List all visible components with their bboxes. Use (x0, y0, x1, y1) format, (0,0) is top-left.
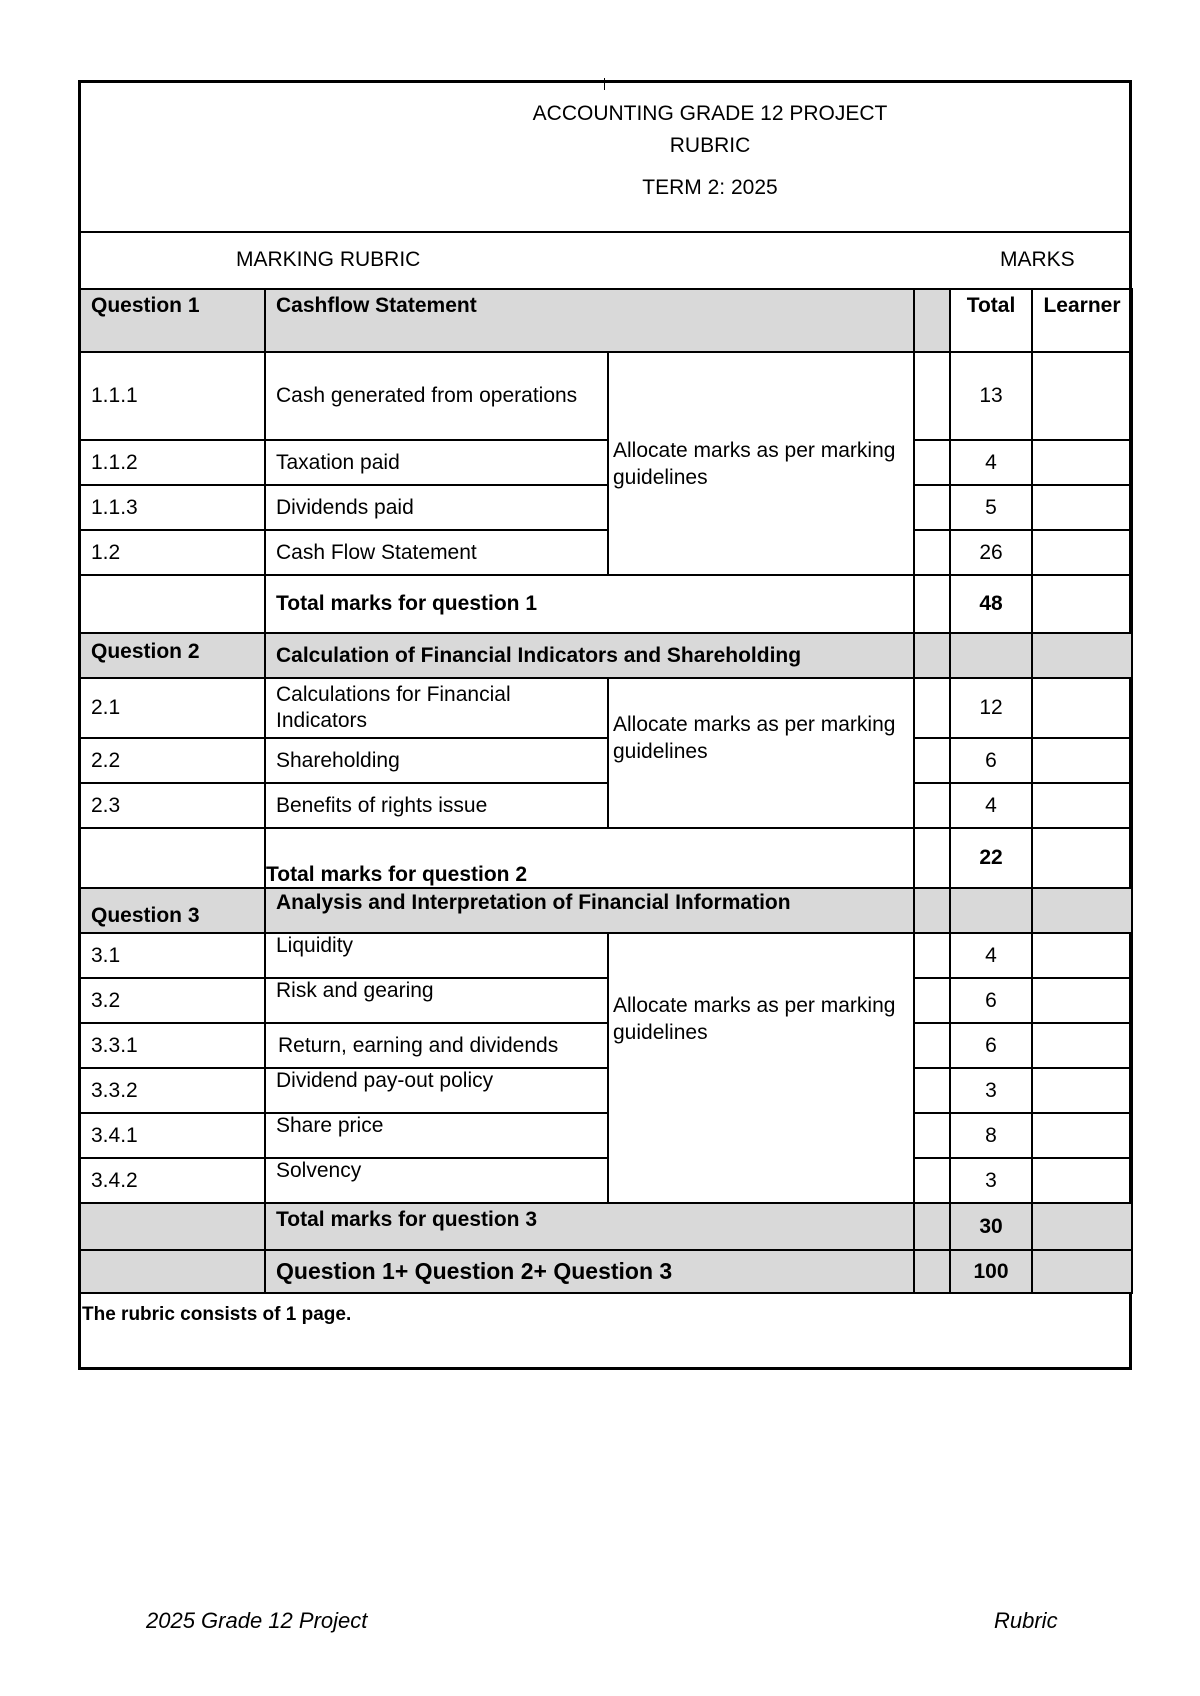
item-description: Liquidity (265, 933, 608, 978)
item-total: 13 (950, 352, 1032, 440)
item-number: 2.3 (80, 783, 265, 828)
item-number: 3.2 (80, 978, 265, 1023)
learner-mark-cell[interactable] (1032, 678, 1132, 738)
table-row (80, 530, 1132, 575)
footer-left: 2025 Grade 12 Project (146, 1608, 368, 1633)
item-description: Calculations for Financial Indicators (265, 678, 608, 738)
item-description: Solvency (265, 1158, 608, 1203)
table-row (80, 978, 1132, 1023)
header-divider (78, 231, 1132, 233)
spacer-cell (914, 1023, 950, 1068)
guideline-cell (608, 678, 914, 828)
question2-total-value: 22 (950, 828, 1032, 888)
guideline-text: Allocate marks as per marking guidelines (613, 713, 896, 763)
learner-mark-cell[interactable] (1032, 933, 1132, 978)
spacer-cell (914, 978, 950, 1023)
table-row (80, 933, 1132, 978)
item-total: 3 (950, 1068, 1032, 1113)
item-total: 6 (950, 978, 1032, 1023)
spacer-cell (914, 783, 950, 828)
spacer-cell (914, 738, 950, 783)
item-description: Taxation paid (265, 440, 608, 485)
question2-total-row (80, 828, 1132, 888)
learner-column-header: Learner (1032, 289, 1132, 352)
empty-cell (950, 633, 1032, 678)
learner-mark-cell[interactable] (1032, 783, 1132, 828)
rubric-note: The rubric consists of 1 page. (82, 1304, 352, 1325)
table-row (80, 1023, 1132, 1068)
question1-total-label: Total marks for question 1 (265, 575, 914, 633)
question2-header-row (80, 633, 1132, 678)
table-row (80, 738, 1132, 783)
item-description: Cash generated from operations (265, 352, 608, 440)
item-number: 3.1 (80, 933, 265, 978)
learner-mark-cell[interactable] (1032, 1113, 1132, 1158)
question3-total-row (80, 1203, 1132, 1250)
item-description: Shareholding (265, 738, 608, 783)
guideline-text: Allocate marks as per marking guidelines (613, 994, 896, 1044)
table-row (80, 678, 1132, 738)
item-number: 1.2 (80, 530, 265, 575)
spacer-cell (914, 678, 950, 738)
document-term: TERM 2: 2025 (642, 176, 778, 199)
item-number: 3.4.1 (80, 1113, 265, 1158)
spacer-cell (914, 575, 950, 633)
learner-mark-cell[interactable] (1032, 738, 1132, 783)
table-row (80, 783, 1132, 828)
table-row (80, 440, 1132, 485)
table-row (80, 1158, 1132, 1203)
question1-heading: Cashflow Statement (265, 289, 914, 352)
empty-cell (1032, 633, 1132, 678)
spacer-cell (914, 633, 950, 678)
guideline-cell (608, 933, 914, 1203)
grand-total-label: Question 1+ Question 2+ Question 3 (265, 1250, 914, 1293)
item-description: Dividend pay-out policy (265, 1068, 608, 1113)
empty-cell (80, 575, 265, 633)
item-description: Share price (265, 1113, 608, 1158)
item-total: 6 (950, 1023, 1032, 1068)
spacer-cell (914, 933, 950, 978)
table-row (80, 485, 1132, 530)
spacer-cell (914, 888, 950, 933)
table-row (80, 1113, 1132, 1158)
question1-total-row (80, 575, 1132, 633)
learner-mark-cell[interactable] (1032, 575, 1132, 633)
item-number: 3.4.2 (80, 1158, 265, 1203)
item-number: 2.1 (80, 678, 265, 738)
learner-mark-cell[interactable] (1032, 352, 1132, 440)
guideline-text: Allocate marks as per marking guidelines (613, 438, 896, 489)
table-row (80, 1068, 1132, 1113)
spacer-cell (914, 828, 950, 888)
question3-label: Question 3 (80, 888, 265, 933)
item-total: 6 (950, 738, 1032, 783)
learner-mark-cell[interactable] (1032, 440, 1132, 485)
item-number: 1.1.2 (80, 440, 265, 485)
item-total: 26 (950, 530, 1032, 575)
item-total: 5 (950, 485, 1032, 530)
item-total: 3 (950, 1158, 1032, 1203)
learner-mark-cell[interactable] (1032, 1250, 1132, 1293)
spacer-cell (914, 485, 950, 530)
spacer-cell (914, 289, 950, 352)
item-number: 3.3.1 (80, 1023, 265, 1068)
learner-mark-cell[interactable] (1032, 1023, 1132, 1068)
marking-rubric-label: MARKING RUBRIC (236, 248, 421, 271)
spacer-cell (914, 1158, 950, 1203)
item-total: 4 (950, 440, 1032, 485)
empty-cell (80, 828, 265, 888)
total-column-header: Total (950, 289, 1032, 352)
spacer-cell (914, 1203, 950, 1250)
question1-total-value: 48 (950, 575, 1032, 633)
question2-heading: Calculation of Financial Indicators and Shareholding (265, 633, 914, 678)
learner-mark-cell[interactable] (1032, 1203, 1132, 1250)
guideline-cell (608, 352, 914, 575)
item-number: 1.1.1 (80, 352, 265, 440)
spacer-cell (914, 1113, 950, 1158)
rubric-table (79, 288, 1133, 1294)
grand-total-row (80, 1250, 1132, 1293)
question2-total-label: Total marks for question 2 (265, 828, 914, 888)
empty-cell (950, 888, 1032, 933)
item-total: 12 (950, 678, 1032, 738)
table-row (80, 352, 1132, 440)
item-description: Benefits of rights issue (265, 783, 608, 828)
question2-label: Question 2 (80, 633, 265, 678)
item-number: 1.1.3 (80, 485, 265, 530)
top-tick-mark (604, 78, 605, 90)
item-description: Return, earning and dividends (265, 1023, 608, 1068)
grand-total-value: 100 (950, 1250, 1032, 1293)
learner-mark-cell[interactable] (1032, 530, 1132, 575)
learner-mark-cell[interactable] (1032, 485, 1132, 530)
item-total: 8 (950, 1113, 1032, 1158)
question3-total-value: 30 (950, 1203, 1032, 1250)
spacer-cell (914, 1250, 950, 1293)
item-number: 3.3.2 (80, 1068, 265, 1113)
question3-header-row (80, 888, 1132, 933)
item-total: 4 (950, 933, 1032, 978)
item-description: Cash Flow Statement (265, 530, 608, 575)
spacer-cell (914, 530, 950, 575)
spacer-cell (914, 1068, 950, 1113)
learner-mark-cell[interactable] (1032, 978, 1132, 1023)
item-total: 4 (950, 783, 1032, 828)
learner-mark-cell[interactable] (1032, 1068, 1132, 1113)
question3-heading: Analysis and Interpretation of Financial Information (265, 888, 914, 933)
item-description: Risk and gearing (265, 978, 608, 1023)
footer-right: Rubric (994, 1608, 1058, 1633)
item-description: Dividends paid (265, 485, 608, 530)
empty-cell (80, 1250, 265, 1293)
empty-cell (1032, 888, 1132, 933)
document-title: ACCOUNTING GRADE 12 PROJECT (532, 102, 888, 125)
document-subtitle: RUBRIC (669, 134, 751, 157)
spacer-cell (914, 440, 950, 485)
question3-total-label: Total marks for question 3 (265, 1203, 914, 1250)
learner-mark-cell[interactable] (1032, 1158, 1132, 1203)
learner-mark-cell[interactable] (1032, 828, 1132, 888)
item-number: 2.2 (80, 738, 265, 783)
marks-label: MARKS (1000, 248, 1075, 271)
empty-cell (80, 1203, 265, 1250)
question1-label: Question 1 (80, 289, 265, 352)
question1-header-row (80, 289, 1132, 352)
spacer-cell (914, 352, 950, 440)
